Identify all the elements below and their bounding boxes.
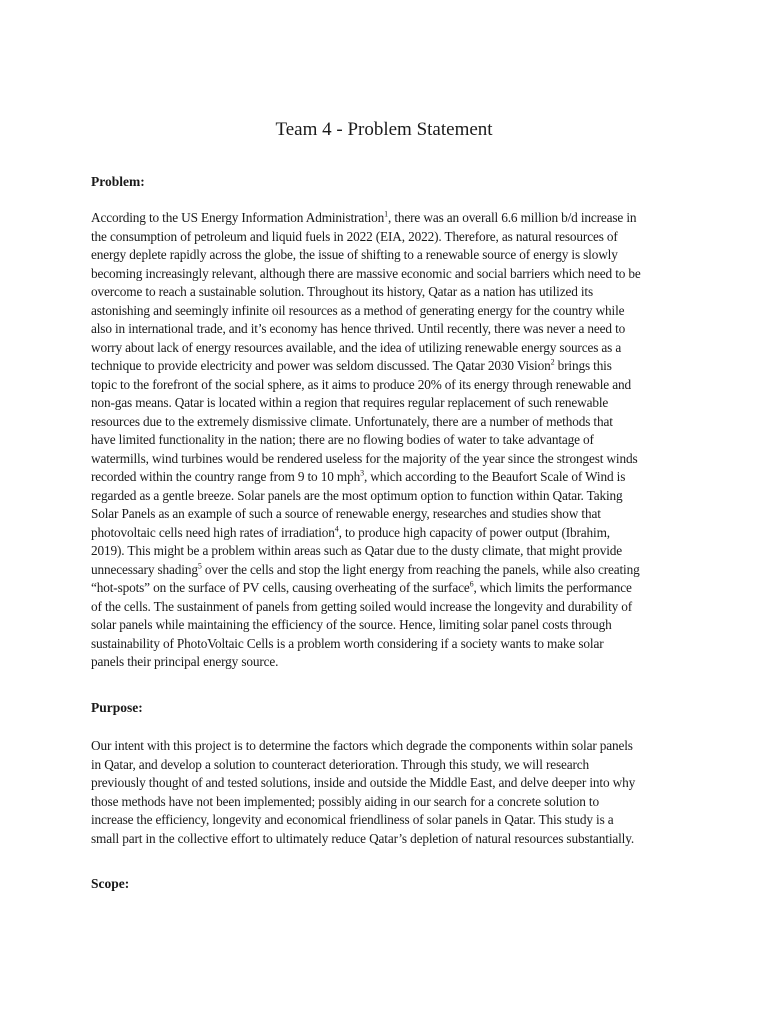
text-line — [91, 394, 685, 413]
text-line — [91, 413, 685, 432]
text-run: energy deplete rapidly across the globe, the issue of shifting to a renewable source of energy is slowly — [91, 247, 618, 262]
text-run: photovoltaic cells need high rates of irradiation — [91, 524, 335, 540]
text-run: regarded as a gentle breeze. Solar panels are the most optimum option to function within Qatar. Taking — [91, 487, 623, 503]
text-run: “hot-spots” on the surface of PV cells, causing overheating of the surface — [91, 580, 470, 595]
text-line — [91, 339, 685, 358]
text-run: panels their principal energy source. — [91, 654, 279, 669]
text-run: Our intent with this project is to determine the factors which degrade the components within solar panels — [91, 738, 633, 753]
problem-heading: Problem: — [91, 174, 145, 189]
text-run: , which limits the performance — [473, 580, 632, 595]
text-line — [91, 737, 685, 756]
text-line — [91, 246, 685, 265]
page-title: Team 4 - Problem Statement — [275, 119, 493, 140]
text-run: becoming increasingly relevant, although there are massive economic and social barriers which need to be — [91, 265, 641, 281]
purpose-heading: Purpose: — [91, 700, 143, 715]
footnote-marker: 4 — [334, 524, 339, 534]
text-run: astonishing and seemingly infinite oil resources as a method of generating energy for the country while — [91, 302, 625, 318]
text-run: resources due to the extremely dismissive climate. Unfortunately, there are a number of methods that — [91, 413, 613, 429]
text-line — [91, 830, 685, 849]
text-line — [91, 598, 685, 617]
text-line — [91, 450, 685, 469]
text-run: in Qatar, and develop a solution to counteract deterioration. Through this study, we will research — [91, 756, 590, 772]
text-line — [91, 265, 685, 284]
text-run: non-gas means. Qatar is located within a region that requires regular replacement of such renewable — [91, 395, 609, 410]
purpose-paragraph — [91, 737, 685, 848]
text-run: increase the efficiency, longevity and economical friendliness of solar panels in Qatar. This study is a — [91, 812, 614, 827]
text-run: According to the US Energy Information Administration — [91, 210, 385, 225]
text-run: have limited functionality in the nation; there are no flowing bodies of water to take advantage of — [91, 432, 594, 447]
text-run: , to produce high capacity of power output (Ibrahim, — [338, 524, 610, 540]
text-line — [91, 524, 685, 543]
text-line — [91, 228, 685, 247]
text-run: also in international trade, and it’s economy has hence thrived. Until recently, there was never a need to — [91, 321, 626, 336]
text-line — [91, 561, 685, 580]
text-line — [91, 793, 685, 812]
text-line — [91, 635, 685, 654]
text-line — [91, 542, 685, 561]
footnote-marker: 2 — [550, 357, 555, 367]
text-line — [91, 283, 685, 302]
text-run: the consumption of petroleum and liquid fuels in 2022 (EIA, 2022). Therefore, as natural resources of — [91, 228, 618, 244]
text-line — [91, 756, 685, 775]
text-line — [91, 209, 685, 228]
text-run: worry about lack of energy resources available, and the idea of utilizing renewable energy sources as a — [91, 339, 622, 355]
text-line — [91, 616, 685, 635]
text-line — [91, 579, 685, 598]
text-line — [91, 320, 685, 339]
text-line — [91, 468, 685, 487]
footnote-marker: 5 — [197, 561, 202, 571]
text-line — [91, 811, 685, 830]
footnote-marker: 1 — [384, 209, 389, 219]
text-run: recorded within the country range from 9 to 10 mph — [91, 469, 361, 484]
text-run: sustainability of PhotoVoltaic Cells is a problem worth considering if a society wants to make solar — [91, 635, 604, 651]
text-run: brings this — [554, 358, 612, 373]
text-run: Solar Panels as an example of such a source of renewable energy, researches and studies show that — [91, 506, 601, 521]
text-run: topic to the forefront of the social sphere, as it aims to produce 20% of its energy through renewable and — [91, 376, 631, 392]
problem-paragraph — [91, 209, 685, 672]
text-run: 2019). This might be a problem within areas such as Qatar due to the dusty climate, that might provide — [91, 543, 622, 558]
text-line — [91, 774, 685, 793]
text-line — [91, 431, 685, 450]
text-line — [91, 653, 685, 672]
text-run: of the cells. The sustainment of panels from getting soiled would increase the longevity and durability of — [91, 598, 633, 614]
text-run: solar panels while maintaining the efficiency of the source. Hence, limiting solar panel costs through — [91, 617, 612, 632]
text-run: watermills, wind turbines would be rendered useless for the majority of the year since the strongest winds — [91, 450, 638, 466]
text-run: technique to provide electricity and power was seldom discussed. The Qatar 2030 Vision — [91, 358, 551, 373]
text-run: unnecessary shading — [91, 561, 198, 577]
text-line — [91, 357, 685, 376]
text-line — [91, 487, 685, 506]
footnote-marker: 3 — [360, 468, 364, 478]
text-run: small part in the collective effort to ultimately reduce Qatar’s depletion of natural resources substantially. — [91, 830, 635, 846]
text-run: previously thought of and tested solutions, inside and outside the Middle East, and delve deeper into why — [91, 775, 636, 790]
text-run: those methods have not been implemented; possibly aiding in our search for a concrete solution to — [91, 793, 599, 809]
footnote-marker: 6 — [469, 579, 474, 589]
text-run: over the cells and stop the light energy from reaching the panels, while also creating — [201, 561, 640, 577]
text-run: , which according to the Beaufort Scale of Wind is — [363, 469, 626, 484]
scope-heading: Scope: — [91, 876, 130, 891]
text-line — [91, 376, 685, 395]
text-run: overcome to reach a sustainable solution. Throughout its history, Qatar as a nation has utilized its — [91, 284, 593, 299]
text-line — [91, 302, 685, 321]
text-run: , there was an overall 6.6 million b/d increase in — [388, 210, 637, 225]
text-line — [91, 505, 685, 524]
